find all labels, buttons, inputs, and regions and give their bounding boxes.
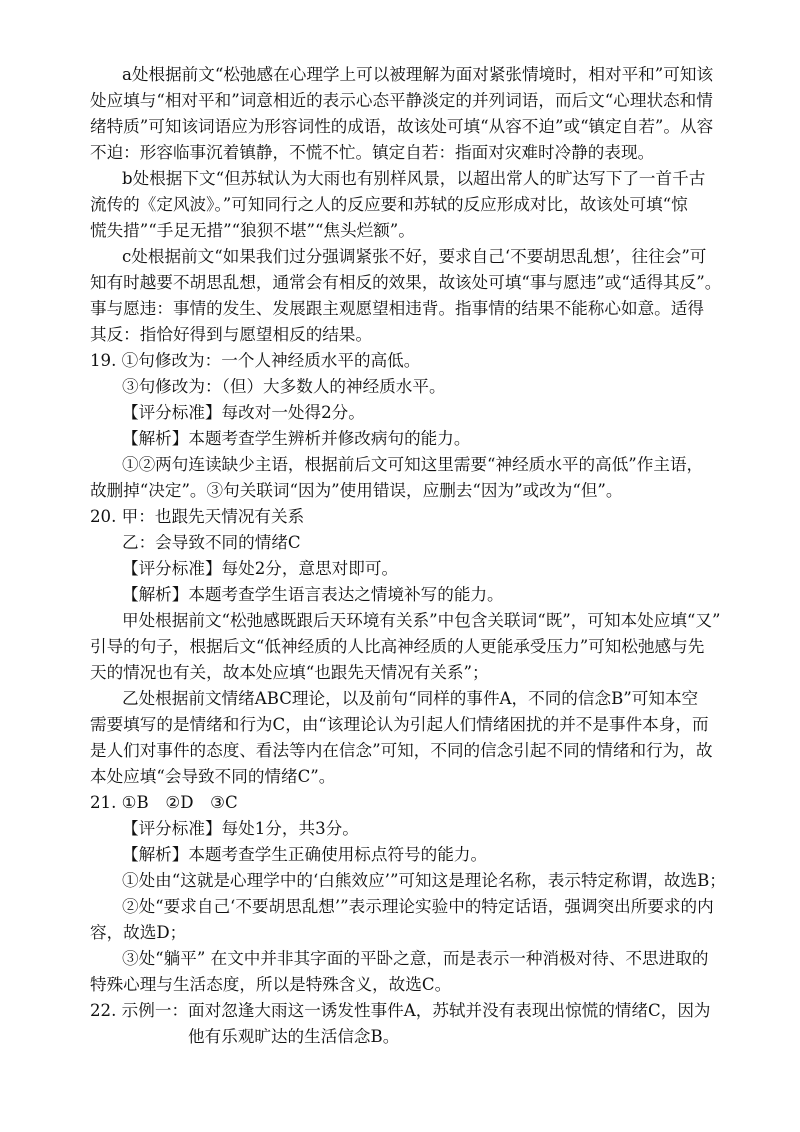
- text-line: ①②两句连读缺少主语，根据前后文可知这里需要“神经质水平的高低”作主语，: [122, 455, 704, 474]
- text-line: 天的情况也有关，故本处应填“也跟先天情况有关系”；: [90, 663, 489, 682]
- text-line: ③句修改为：（但）大多数人的神经质水平。: [122, 377, 446, 396]
- analysis-line: 【解析】本题考查学生辨析并修改病句的能力。: [122, 429, 471, 448]
- text-line: 本处应填“会导致不同的情绪C”。: [90, 767, 336, 786]
- text-line: 是人们对事件的态度、看法等内在信念”可知，不同的信念引起不同的情绪和行为，故: [90, 741, 713, 760]
- text-line: a处根据前文“松弛感在心理学上可以被理解为面对紧张情境时，相对平和”可知该: [122, 65, 714, 84]
- analysis-line: 【解析】本题考查学生正确使用标点符号的能力。: [122, 845, 488, 864]
- analysis-line: 【解析】本题考查学生语言表达之情境补写的能力。: [122, 585, 504, 604]
- text-line: 其反：指恰好得到与愿望相反的结果。: [90, 325, 373, 344]
- text-line: 乙处根据前文情绪ABC理论，以及前句“同样的事件A，不同的信念B”可知本空: [122, 689, 699, 708]
- text-line: 他有乐观旷达的生活信念B。: [188, 1027, 400, 1046]
- question-22-heading: 22. 示例一：面对忽逢大雨这一诱发性事件A，苏轼并没有表现出惊慌的情绪C，因为: [90, 1001, 711, 1020]
- text-line: 甲处根据前文“松弛感既跟后天环境有关系”中包含关联词“既”，可知本处应填“又”: [122, 611, 721, 630]
- scoring-standard: 【评分标准】每处1分，共3分。: [122, 819, 359, 838]
- question-21-heading: 21. ①B ②D ③C: [90, 793, 238, 812]
- text-line: ③处“躺平” 在文中并非其字面的平卧之意，而是表示一种消极对待、不思进取的: [122, 949, 709, 968]
- scoring-standard: 【评分标准】每改对一处得2分。: [122, 403, 365, 422]
- text-line: 引导的句子，根据后文“低神经质的人比高神经质的人更能承受压力”可知松弛感与先: [90, 637, 705, 656]
- text-line: 乙：会导致不同的情绪C: [122, 533, 301, 552]
- text-line: 流传的《定风波》。”可知同行之人的反应要和苏轼的反应形成对比，故该处可填“惊: [90, 195, 688, 214]
- text-line: ②处“要求自己‘不要胡思乱想’”表示理论实验中的特定话语，强调突出所要求的内: [122, 897, 714, 916]
- text-line: 处应填与“相对平和”词意相近的表示心态平静淡定的并列词语，而后文“心理状态和情: [90, 91, 713, 110]
- text-line: 容，故选D；: [90, 923, 187, 942]
- question-20-heading: 20. 甲：也跟先天情况有关系: [90, 507, 305, 526]
- question-19-heading: 19. ①句修改为：一个人神经质水平的高低。: [90, 351, 421, 370]
- text-line: b处根据下文“但苏轼认为大雨也有别样风景，以超出常人的旷达写下了一首千古: [122, 169, 706, 188]
- text-line: c处根据前文“如果我们过分强调紧张不好，要求自己‘不要胡思乱想’，往往会”可: [122, 247, 707, 266]
- text-line: 事与愿违：事情的发生、发展跟主观愿望相违背。指事情的结果不能称心如意。适得: [90, 299, 704, 318]
- scoring-standard: 【评分标准】每处2分，意思对即可。: [122, 559, 399, 578]
- text-line: 知有时越要不胡思乱想，通常会有相反的效果，故该处可填“事与愿违”或“适得其反”。: [90, 273, 722, 292]
- text-line: 绪特质”可知该词语应为形容词性的成语，故该处可填“从容不迫”或“镇定自若”。从容: [90, 117, 714, 136]
- text-line: 不迫：形容临事沉着镇静，不慌不忙。镇定自若：指面对灾难时冷静的表现。: [90, 143, 655, 162]
- text-line: 故删掉“决定”。③句关联词“因为”使用错误，应删去“因为”或改为“但”。: [90, 481, 623, 500]
- text-line: 需要填写的是情绪和行为C，由“该理论认为引起人们情绪困扰的并不是事件本身，而: [90, 715, 709, 734]
- text-line: 慌失措”“手足无措”“狼狈不堪”“焦头烂额”。: [90, 221, 415, 240]
- text-line: ①处由“这就是心理学中的‘白熊效应’”可知这是理论名称，表示特定称谓，故选B；: [122, 871, 726, 890]
- text-line: 特殊心理与生活态度，所以是特殊含义，故选C。: [90, 975, 452, 994]
